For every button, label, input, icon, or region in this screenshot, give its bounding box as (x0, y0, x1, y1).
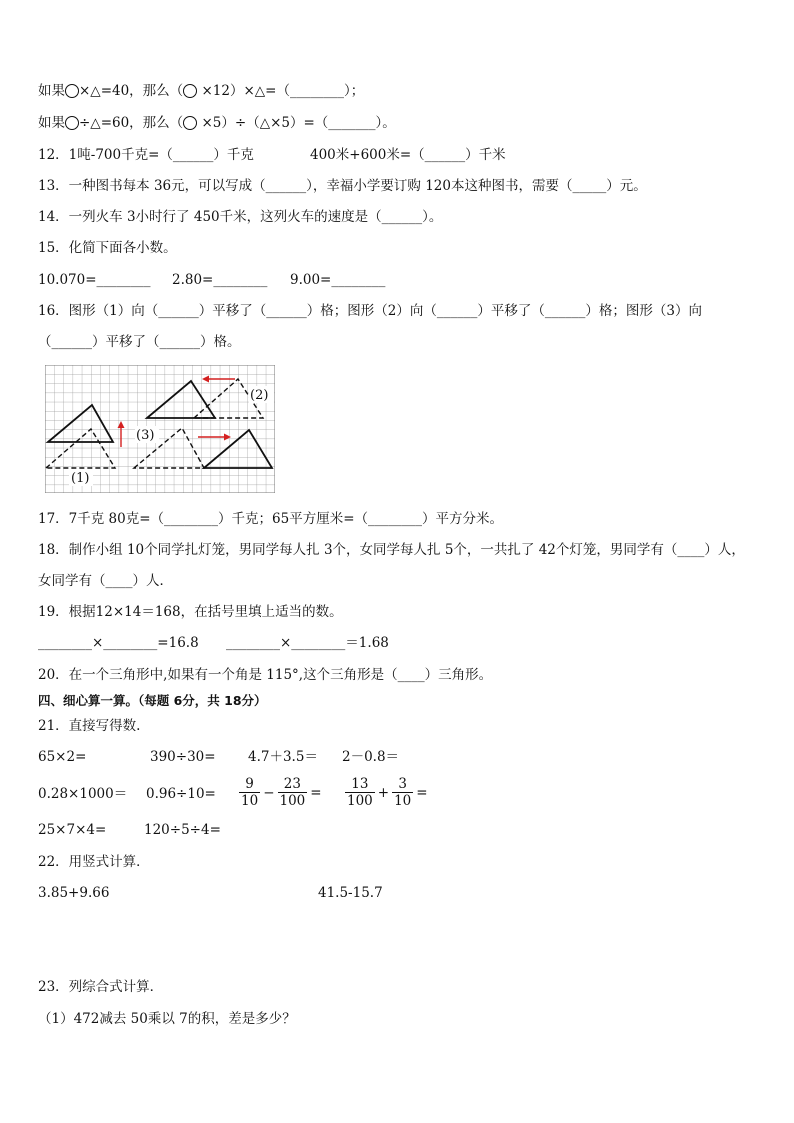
question-23-1: （1）472减去 50乘以 7的积，差是多少？ (38, 1011, 296, 1027)
circle-symbol (183, 84, 197, 98)
calc-r1-2: 390÷30= (150, 749, 216, 765)
question-12a: 12．1吨-700千克=（______）千克 (38, 147, 254, 163)
fraction-expression-2: $\frac{13}{100}$ + $\frac{3}{10}$ = (347, 776, 428, 809)
question-12b: 400米+600米=（______）千米 (310, 147, 506, 163)
figure-label-2: (2) (250, 388, 269, 403)
fraction: $\frac{23}{100}$ (279, 776, 306, 809)
question-20: 20．在一个三角形中,如果有一个角是 115°,这个三角形是（____）三角形。 (38, 667, 493, 683)
circle-symbol (183, 116, 197, 130)
circle-symbol (65, 84, 79, 98)
question-15: 15．化简下面各小数。 (38, 240, 177, 256)
question-15a: 10.070=________ (38, 272, 151, 288)
question-17: 17．7千克 80克=（________）千克；65平方厘米=（________）平方分米。 (38, 511, 504, 527)
calc-r1-4: 2－0.8＝ (342, 749, 400, 765)
question-22a: 3.85+9.66 (38, 885, 110, 901)
question-14: 14．一列火车 3小时行了 450千米，这列火车的速度是（______）。 (38, 209, 443, 225)
question-19: 19．根据12×14＝168，在括号里填上适当的数。 (38, 604, 343, 620)
section-4-heading: 四、细心算一算。（每题 6分，共 18分） (38, 693, 267, 708)
calc-r1-3: 4.7＋3.5＝ (248, 749, 318, 765)
question-15b: 2.80=________ (172, 272, 268, 288)
question-18-line1: 18．制作小组 10个同学扎灯笼，男同学每人扎 3个，女同学每人扎 5个，一共扎了 42个灯笼，男同学有（____）人， (38, 542, 745, 558)
question-23: 23．列综合式计算． (38, 979, 164, 995)
question-16-line2: （______）平移了（______）格。 (38, 334, 241, 350)
question-22: 22．用竖式计算． (38, 854, 150, 870)
fraction-expression-1: $\frac{9}{10}$ − $\frac{23}{100}$ = (241, 776, 322, 809)
fraction: $\frac{13}{100}$ (347, 776, 373, 809)
circle-symbol (65, 116, 79, 130)
q11-line2: 如果 ÷△=60，那么（ ×5）÷（△×5）=（_______）。 (38, 115, 396, 131)
fraction: $\frac{3}{10}$ (394, 776, 412, 809)
calc-r3-1: 25×7×4= (38, 822, 107, 838)
calc-r3-2: 120÷5÷4= (144, 822, 221, 838)
figure-label-3: (3) (136, 428, 155, 443)
calc-r2-2: 0.96÷10= (146, 786, 216, 802)
figure-label-1: (1) (71, 471, 90, 486)
fraction: $\frac{9}{10}$ (241, 776, 259, 809)
translation-grid-figure (45, 365, 275, 493)
question-19b: ________×________＝1.68 (226, 635, 389, 651)
question-16-line1: 16．图形（1）向（______）平移了（______）格；图形（2）向（______）平移了（______）格；图形（3）向 (38, 303, 702, 319)
question-19a: ________×________=16.8 (38, 635, 199, 651)
calc-r1-1: 65×2= (38, 749, 87, 765)
question-22b: 41.5-15.7 (318, 885, 383, 901)
question-18-line2: 女同学有（____）人． (38, 573, 173, 589)
question-13: 13．一种图书每本 36元，可以写成（______），幸福小学要订购 120本这种图书，需要（_____）元。 (38, 178, 647, 194)
calc-r2-1: 0.28×1000＝ (38, 786, 128, 802)
question-21: 21．直接写得数. (38, 718, 141, 734)
question-15c: 9.00=________ (290, 272, 386, 288)
q11-line1: 如果 ×△=40，那么（ ×12）×△=（________）； (38, 83, 365, 99)
